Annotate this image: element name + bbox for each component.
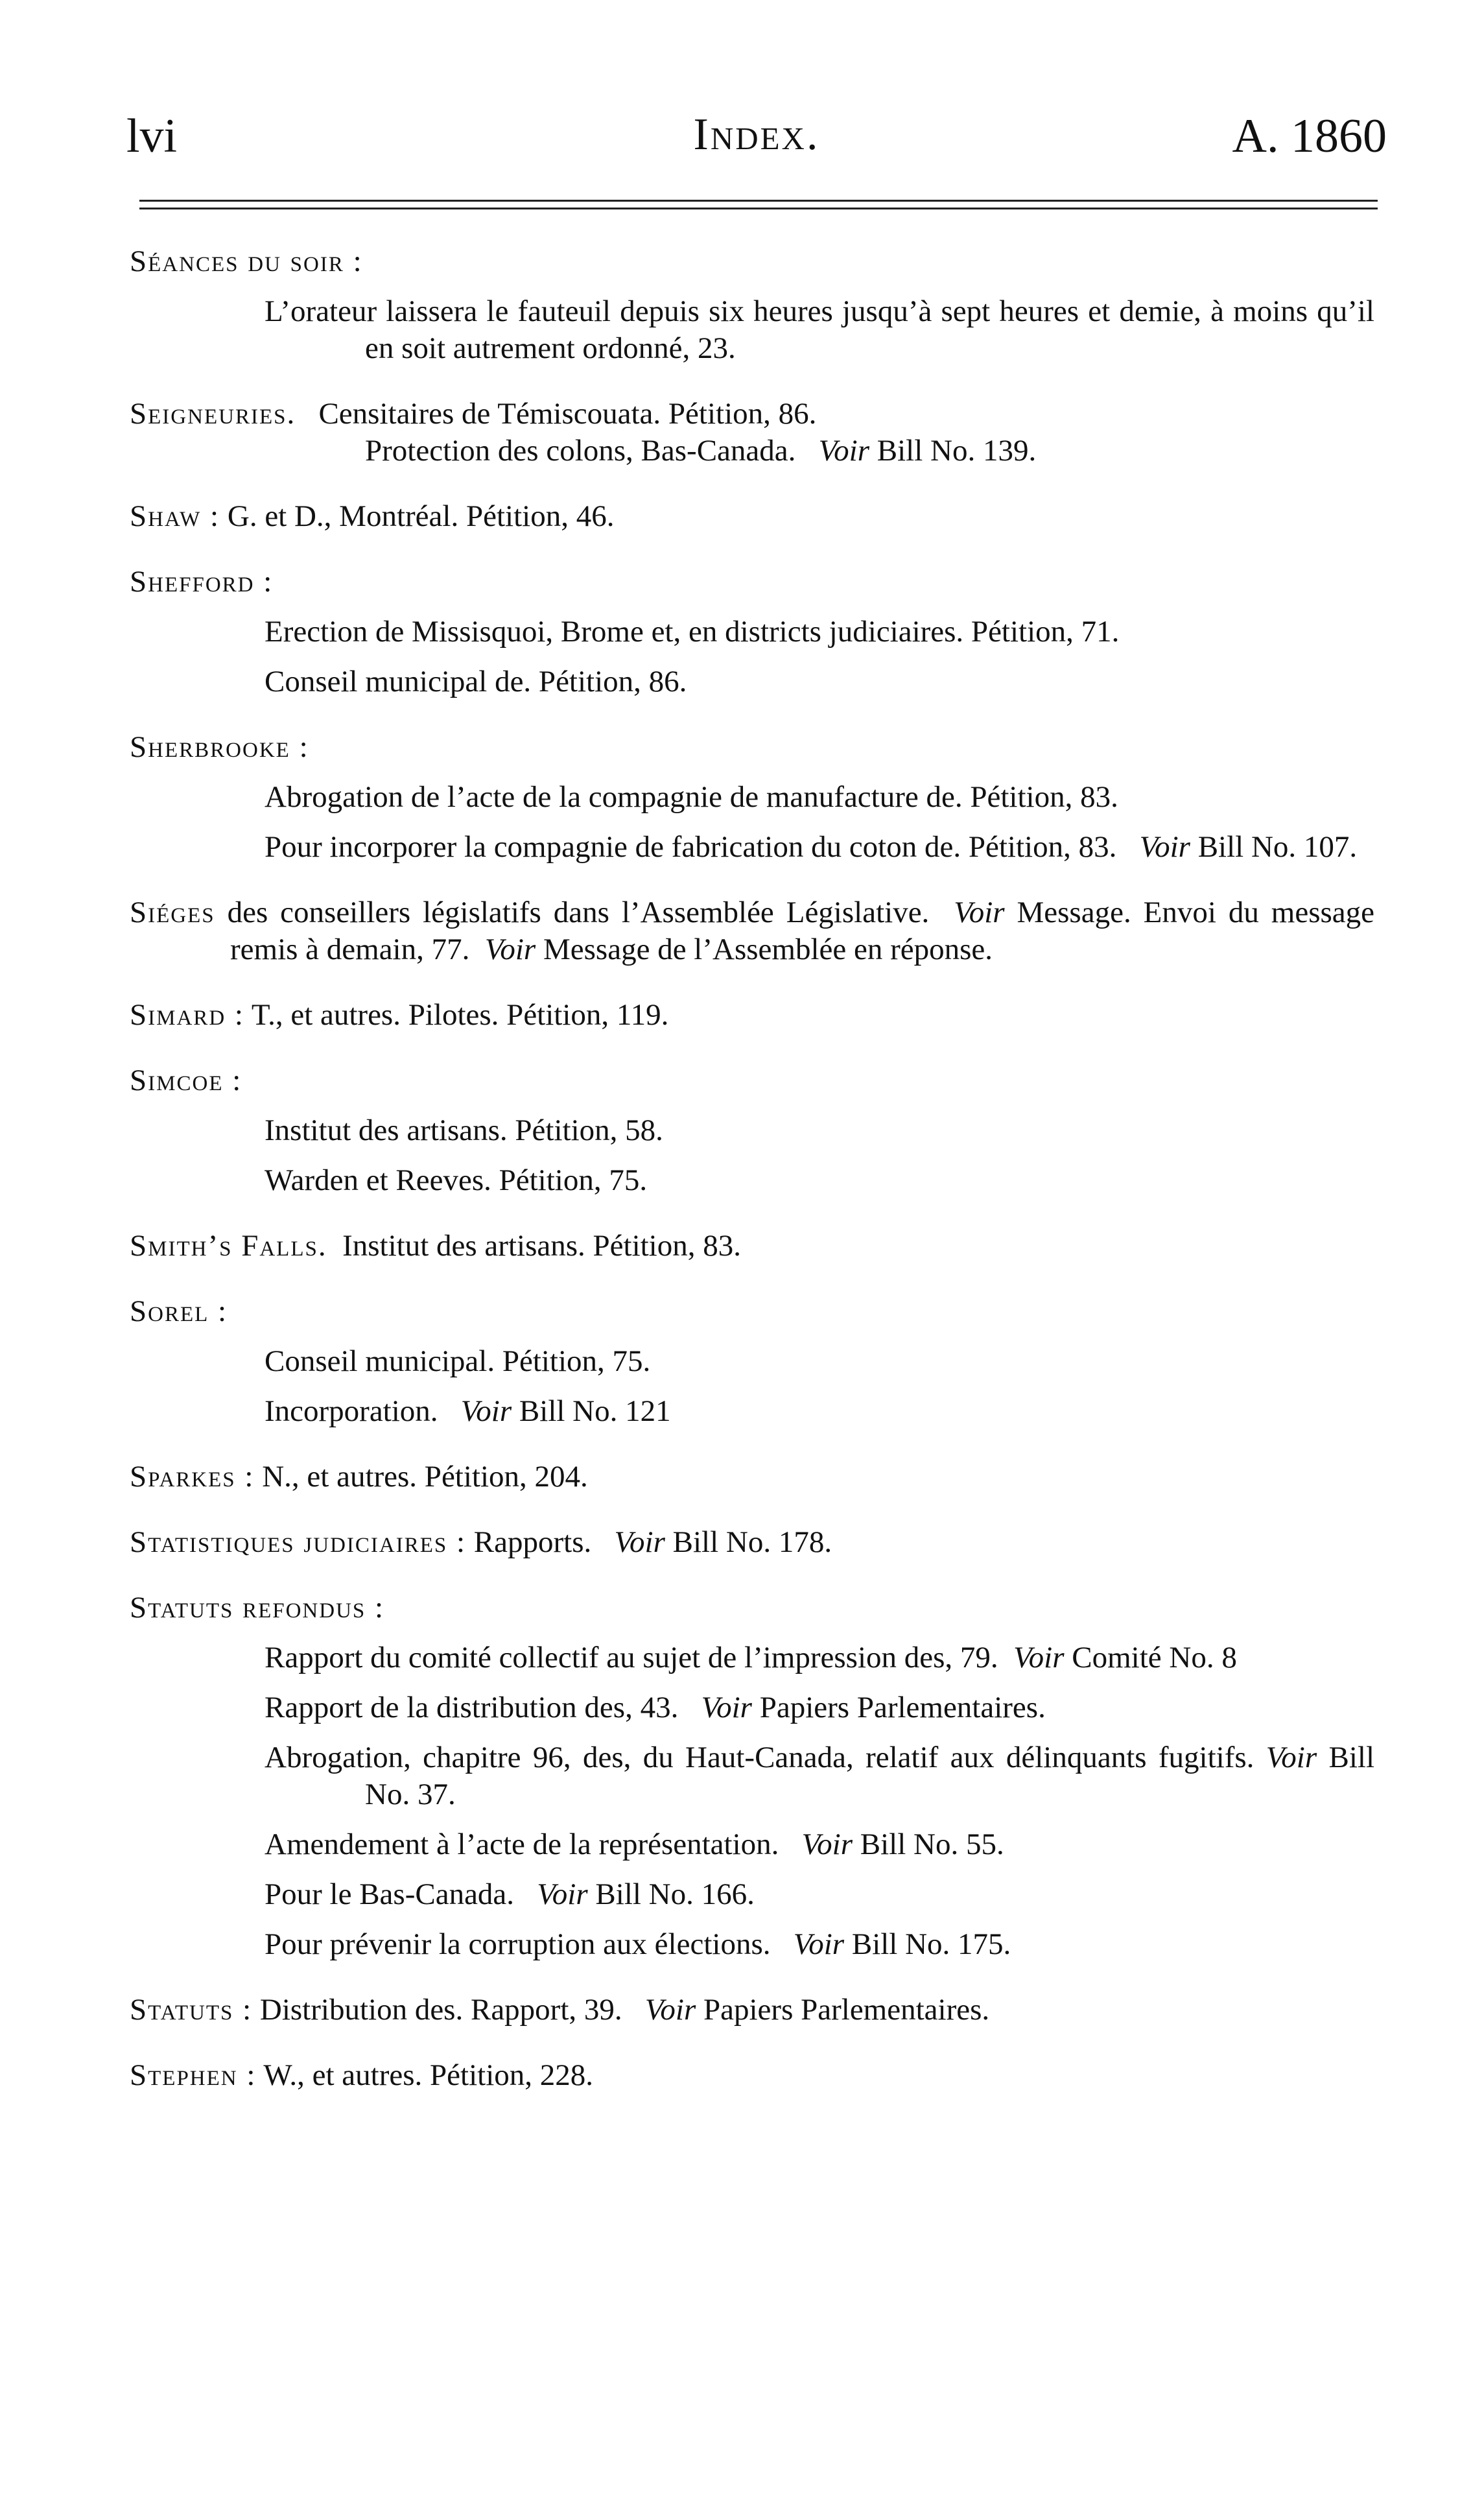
entry-text: Institut des artisans. Pétition, 83. [342, 1229, 741, 1263]
sub-entry: Conseil municipal de. Pétition, 86. [265, 665, 687, 698]
voir-ref: Voir [614, 1525, 665, 1559]
voir-ref: Voir [801, 1827, 853, 1861]
entry-heading: Séances du soir : [130, 244, 363, 278]
year-label: A. 1860 [1232, 110, 1387, 163]
sub-entry: L’orateur laissera le fauteuil depuis six heures jusqu’à sept heures et demie, à moins qu’il en soit autrement ordonné, 23. [265, 294, 1374, 365]
entry-heading: Statistiques judiciaires : [130, 1525, 467, 1559]
entry-text: Censitaires de Témiscouata. Pétition, 86. [318, 397, 817, 431]
entry-heading: Sparkes : [130, 1460, 255, 1494]
voir-ref: Voir [793, 1927, 845, 1961]
entry-sparkes [130, 1458, 1374, 1495]
entry-statuts-refondus [130, 1589, 1374, 1963]
sub-entry: Conseil municipal. Pétition, 75. [265, 1344, 651, 1378]
sub-entry: Warden et Reeves. Pétition, 75. [265, 1163, 648, 1197]
sub-entry: Pour le Bas-Canada. Voir Bill No. 166. [265, 1877, 755, 1911]
entry-heading: Simard : [130, 998, 244, 1032]
voir-ref: Voir [537, 1877, 588, 1911]
entry-text: G. et D., Montréal. Pétition, 46. [227, 499, 615, 533]
sub-entry: Abrogation de l’acte de la compagnie de manufacture de. Pétition, 83. [265, 780, 1118, 814]
page-title: Index. [693, 110, 820, 160]
entry-heading: Statuts : [130, 1993, 253, 2027]
sub-entry: Rapport du comité collectif au sujet de l’impression des, 79. Voir Comité No. 8 [265, 1641, 1237, 1674]
voir-ref: Voir [701, 1691, 752, 1724]
voir-ref: Voir [1013, 1641, 1065, 1674]
sub-entry: Institut des artisans. Pétition, 58. [265, 1113, 663, 1147]
entry-statistiques-judiciaires: Statistiques judiciaires : Rapports. Voir Bill No. 178. [130, 1525, 832, 1559]
sub-entry: Pour prévenir la corruption aux élections. Voir Bill No. 175. [265, 1927, 1011, 1961]
sub-entry: Abrogation, chapitre 96, des, du Haut-Canada, relatif aux délinquants fugitifs. Voir Bill No. 37. [265, 1741, 1375, 1811]
entry-sieges: Siéges des conseillers législatifs dans l’Assemblée Législative. Voir Message. Envoi du message remis à demain, 77. Voir Message de l’Assemblée en réponse. [130, 896, 1374, 966]
entry-seances-du-soir [130, 243, 1374, 367]
page-header [126, 109, 1387, 174]
voir-ref: Voir [644, 1993, 696, 2027]
entry-heading: Sorel : [130, 1294, 228, 1328]
entry-heading: Seigneuries. [130, 397, 296, 431]
entry-heading: Shefford : [130, 565, 274, 599]
voir-ref: Voir [818, 434, 869, 468]
entry-text: W., et autres. Pétition, 228. [263, 2058, 594, 2092]
entry-continuation: Protection des colons, Bas-Canada. Voir Bill No. 139. [365, 434, 1037, 468]
entry-seigneuries [130, 396, 1374, 470]
header-rule-top [139, 200, 1378, 202]
voir-ref: Voir [484, 933, 536, 966]
entry-text: N., et autres. Pétition, 204. [262, 1460, 588, 1494]
entry-heading: Siéges [130, 896, 215, 929]
entry-text: T., et autres. Pilotes. Pétition, 119. [251, 998, 669, 1032]
entry-shaw [130, 498, 1374, 535]
header-rule-bottom [139, 208, 1378, 209]
entry-heading: Smith’s Falls. [130, 1229, 327, 1263]
sub-entry: Amendement à l’acte de la représentation. Voir Bill No. 55. [265, 1827, 1004, 1861]
index-entries [130, 243, 1374, 2123]
entry-heading: Simcoe : [130, 1064, 242, 1097]
sub-entry: Erection de Missisquoi, Brome et, en districts judiciaires. Pétition, 71. [265, 615, 1120, 649]
entry-sherbrooke [130, 729, 1374, 866]
entry-smiths-falls [130, 1228, 1374, 1265]
entry-heading: Statuts refondus : [130, 1591, 385, 1625]
voir-ref: Voir [954, 896, 1005, 929]
entry-statuts: Statuts : Distribution des. Rapport, 39. Voir Papiers Parlementaires. [130, 1993, 990, 2027]
page-number: lvi [126, 110, 178, 163]
entry-sorel [130, 1293, 1374, 1430]
voir-ref: Voir [460, 1394, 512, 1428]
entry-stephen [130, 2057, 1374, 2094]
sub-entry: Rapport de la distribution des, 43. Voir Papiers Parlementaires. [265, 1691, 1046, 1724]
entry-heading: Sherbrooke : [130, 730, 309, 764]
entry-simard [130, 997, 1374, 1034]
sub-entry: Incorporation. Voir Bill No. 121 [265, 1394, 671, 1428]
entry-heading: Stephen : [130, 2058, 257, 2092]
voir-ref: Voir [1266, 1741, 1317, 1774]
entry-heading: Shaw : [130, 499, 220, 533]
voir-ref: Voir [1139, 830, 1190, 864]
sub-entry: Pour incorporer la compagnie de fabrication du coton de. Pétition, 83. Voir Bill No. 107. [265, 830, 1358, 864]
entry-simcoe [130, 1062, 1374, 1199]
entry-shefford [130, 564, 1374, 700]
